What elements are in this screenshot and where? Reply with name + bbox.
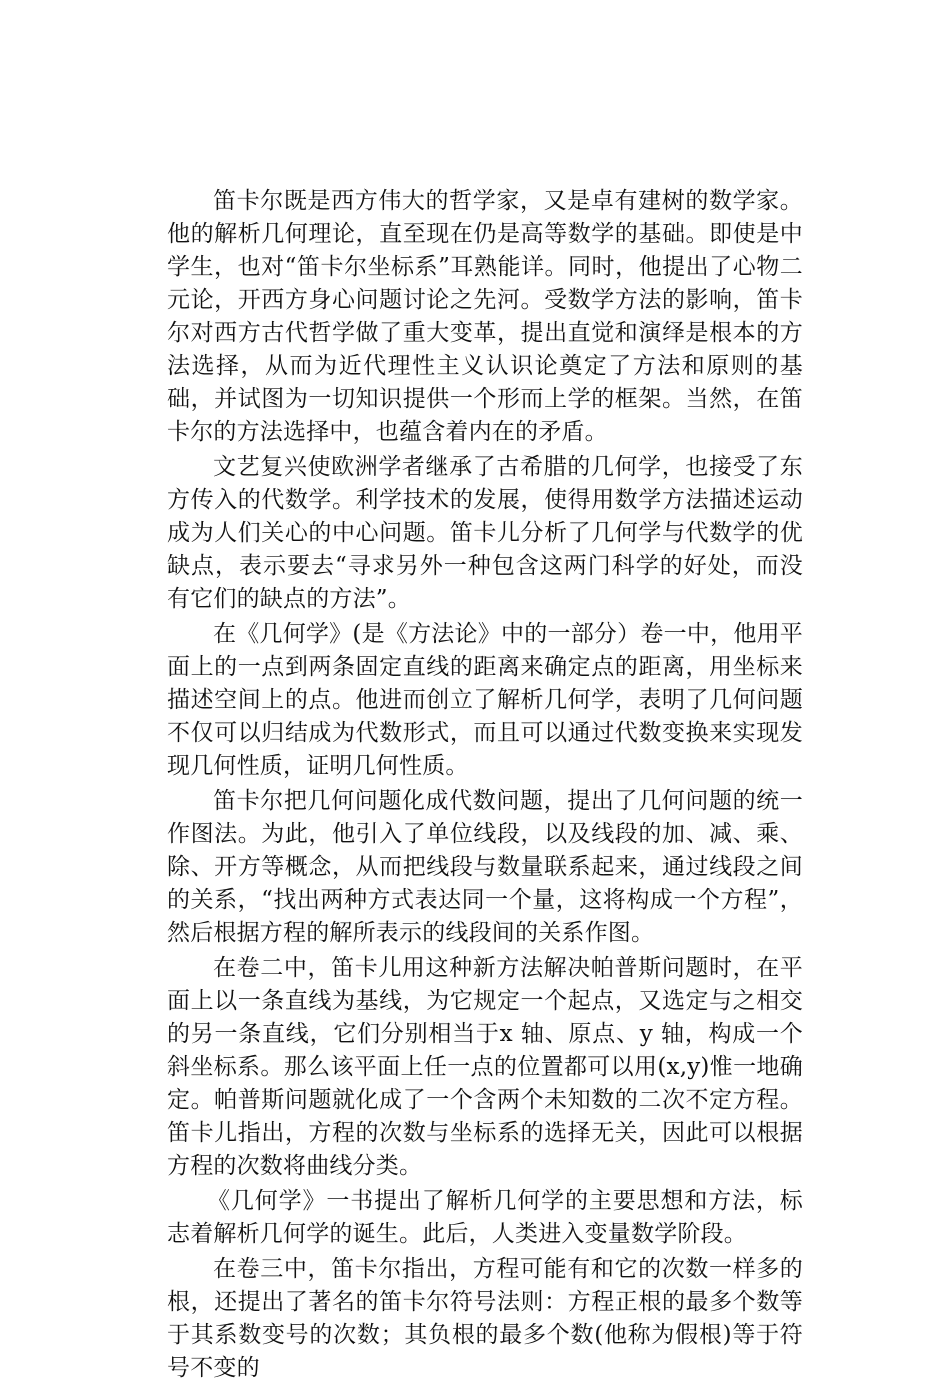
paragraph-5: 在卷二中，笛卡儿用这种新方法解决帕普斯问题时，在平面上以一条直线为基线，为它规定一个起点，又选定与之相交的另一条直线，它们分别相当于x 轴、原点、y 轴，构成一个斜坐标系。那么该平面上任一点的位置都可以用(x,y)惟一地确定。帕普斯问题就化成了一个含两个未知数的二次不定方程。笛卡儿指出，方程的次数与坐标系的选择无关，因此可以根据方程的次数将曲线分类。: [167, 955, 803, 1179]
paragraph-4: 笛卡尔把几何问题化成代数问题，提出了几何问题的统一作图法。为此，他引入了单位线段，以及线段的加、减、乘、除、开方等概念，从而把线段与数量联系起来，通过线段之间的关系，“找出两种方式表达同一个量，这将构成一个方程”，然后根据方程的解所表示的线段间的关系作图。: [167, 788, 803, 946]
paragraph-7: 在卷三中，笛卡尔指出，方程可能有和它的次数一样多的根，还提出了著名的笛卡尔符号法则：方程正根的最多个数等于其系数变号的次数；其负根的最多个数(他称为假根)等于符号不变的: [167, 1256, 803, 1381]
paragraph-3: 在《几何学》(是《方法论》中的一部分）卷一中，他用平面上的一点到两条固定直线的距离来确定点的距离，用坐标来描述空间上的点。他进而创立了解析几何学，表明了几何问题不仅可以归结成为代数形式，而且可以通过代数变换来实现发现几何性质，证明几何性质。: [167, 621, 803, 779]
paragraph-6: 《几何学》一书提出了解析几何学的主要思想和方法，标志着解析几何学的诞生。此后，人类进入变量数学阶段。: [167, 1188, 803, 1247]
paragraph-1: 笛卡尔既是西方伟大的哲学家，又是卓有建树的数学家。他的解析几何理论，直至现在仍是高等数学的基础。即使是中学生，也对“笛卡尔坐标系”耳熟能详。同时，他提出了心物二元论，开西方身心问题讨论之先河。受数学方法的影响，笛卡尔对西方古代哲学做了重大变革，提出直觉和演绎是根本的方法选择，从而为近代理性主义认识论奠定了方法和原则的基础，并试图为一切知识提供一个形而上学的框架。当然，在笛卡尔的方法选择中，也蕴含着内在的矛盾。: [167, 188, 803, 445]
paragraph-2: 文艺复兴使欧洲学者继承了古希腊的几何学，也接受了东方传入的代数学。利学技术的发展，使得用数学方法描述运动成为人们关心的中心问题。笛卡儿分析了几何学与代数学的优缺点，表示要去“寻求另外一种包含这两门科学的好处，而没有它们的缺点的方法”。: [167, 454, 803, 612]
document-body: [167, 185, 803, 1387]
